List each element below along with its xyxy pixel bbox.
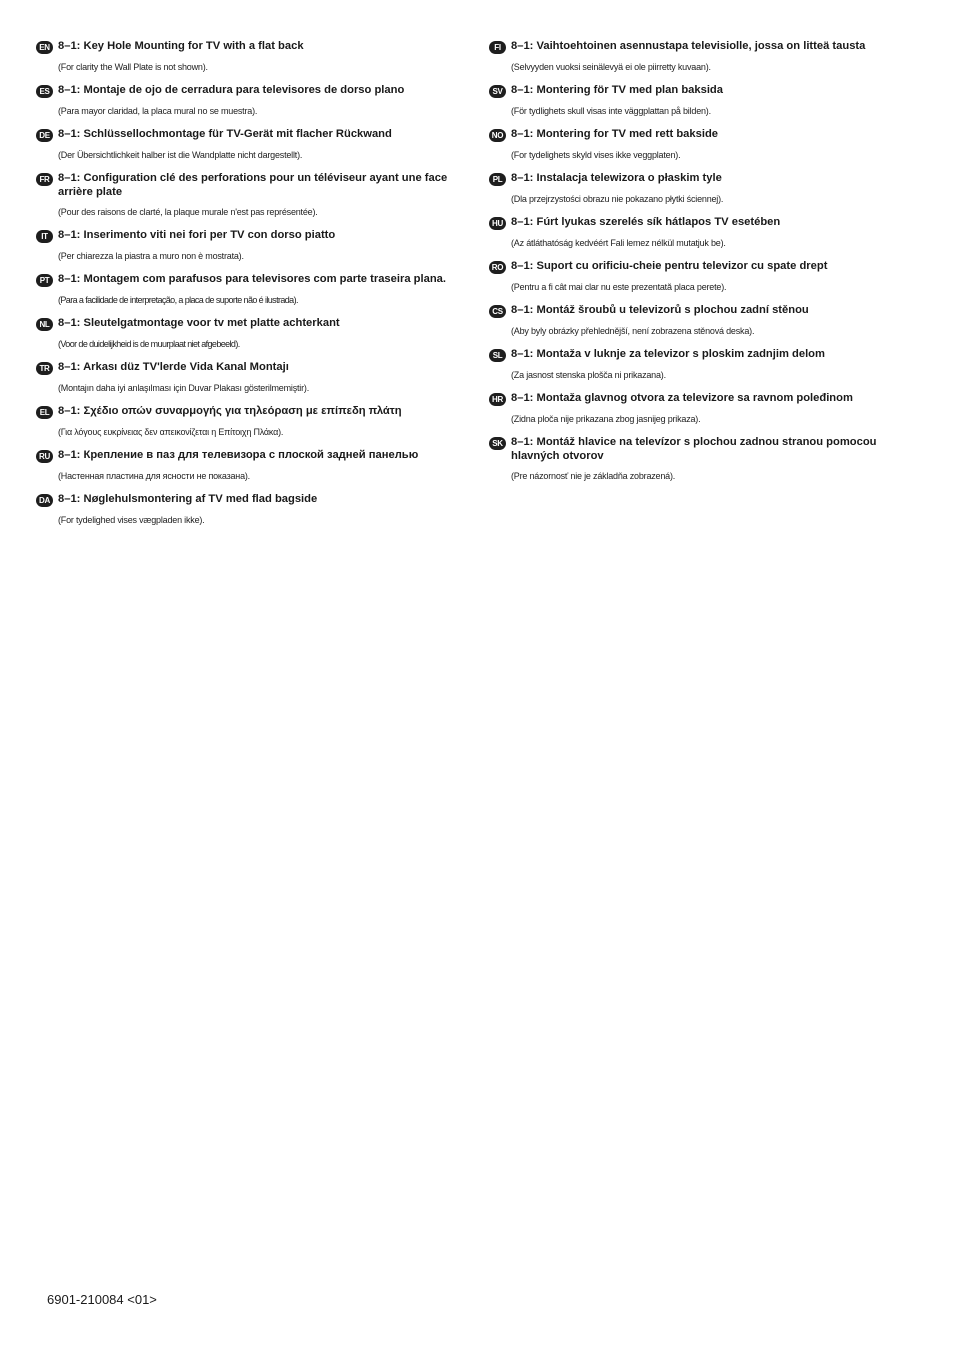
entry-title: 8–1: Montaža glavnog otvora za televizore sa ravnom poleđinom [511, 392, 853, 404]
language-entry-hr [489, 392, 919, 425]
entry-heading [489, 40, 919, 54]
entry-note: (Per chiarezza la piastra a muro non è mostrata). [58, 251, 244, 261]
entry-note: (Pour des raisons de clarté, la plaque murale n'est pas représentée). [58, 207, 318, 217]
entry-title: 8–1: Montaža v luknje za televizor s ploskim zadnjim delom [511, 348, 825, 360]
entry-note: (Pentru a fi cât mai clar nu este prezentată placa perete). [511, 282, 727, 292]
entry-heading [36, 128, 461, 142]
language-entry-it [36, 229, 461, 262]
entry-heading [489, 84, 919, 98]
language-entry-nl [36, 317, 461, 350]
entry-title: 8–1: Montáž šroubů u televizorů s plochou zadní stěnou [511, 304, 809, 316]
entry-heading [36, 229, 461, 243]
entry-note: (Az átláthatóság kedvéért Fali lemez nélkül mutatjuk be). [511, 238, 726, 248]
entry-heading [36, 40, 461, 54]
entry-heading [36, 317, 461, 331]
entry-note: (Zidna ploča nije prikazana zbog jasnijeg prikaza). [511, 414, 701, 424]
entry-title: 8–1: Montering for TV med rett bakside [511, 128, 719, 140]
language-entry-de [36, 128, 461, 161]
language-entry-da [36, 493, 461, 526]
entry-note: (For tydelighed vises vægpladen ikke). [58, 515, 205, 525]
entry-note: (Montajın daha iyi anlaşılması için Duvar Plakası gösterilmemiştir). [58, 383, 309, 393]
entry-title: 8–1: Instalacja telewizora o płaskim tyle [511, 172, 722, 184]
language-code-badge: SV [489, 85, 506, 98]
entry-heading [489, 392, 919, 406]
entry-note: (Voor de duidelijkheid is de muurplaat niet afgebeeld). [58, 339, 240, 349]
entry-note: (Para mayor claridad, la placa mural no se muestra). [58, 106, 258, 116]
language-entry-tr [36, 361, 461, 394]
entry-title: 8–1: Arkası düz TV'lerde Vida Kanal Montajı [58, 361, 289, 373]
entry-heading [489, 436, 919, 463]
entry-title: 8–1: Schlüssellochmontage für TV-Gerät mit flacher Rückwand [58, 128, 392, 140]
language-code-badge: PT [36, 274, 53, 287]
entry-title: 8–1: Key Hole Mounting for TV with a flat back [58, 40, 304, 52]
language-entry-hu [489, 216, 919, 249]
language-entry-sk [489, 436, 919, 482]
entry-note: (Selvyyden vuoksi seinälevyä ei ole piirretty kuvaan). [511, 62, 711, 72]
language-code-badge: EN [36, 41, 53, 54]
language-entry-sv [489, 84, 919, 117]
entry-heading [489, 260, 919, 274]
entry-heading [489, 348, 919, 362]
entry-note: (Dla przejrzystości obrazu nie pokazano płytki ściennej). [511, 194, 724, 204]
entry-heading [36, 273, 461, 287]
language-code-badge: NL [36, 318, 53, 331]
language-entry-pt [36, 273, 461, 306]
entry-heading [36, 405, 461, 419]
entry-title: 8–1: Inserimento viti nei fori per TV con dorso piatto [58, 229, 336, 241]
entry-note: (Настенная пластина для ясности не показана). [58, 471, 250, 481]
entry-note: (Aby byly obrázky přehlednější, není zobrazena stěnová deska). [511, 326, 755, 336]
language-entry-cs [489, 304, 919, 337]
entry-heading [36, 493, 461, 507]
language-code-badge: RO [489, 261, 506, 274]
entry-heading [489, 128, 919, 142]
entry-title: 8–1: Sleutelgatmontage voor tv met platte achterkant [58, 317, 340, 329]
entry-note: (For clarity the Wall Plate is not shown). [58, 62, 208, 72]
language-code-badge: DE [36, 129, 53, 142]
entry-heading [489, 172, 919, 186]
entry-title: 8–1: Nøglehulsmontering af TV med flad bagside [58, 493, 318, 505]
language-entry-ru [36, 449, 461, 482]
entry-note: (Για λόγους ευκρίνειας δεν απεικονίζεται η Επίτοιχη Πλάκα). [58, 427, 284, 437]
language-entry-es [36, 84, 461, 117]
language-code-badge: TR [36, 362, 53, 375]
left-column [36, 40, 461, 526]
entry-note: (Za jasnost stenska plošča ni prikazana). [511, 370, 666, 380]
entry-title: 8–1: Suport cu orificiu-cheie pentru televizor cu spate drept [511, 260, 828, 272]
entry-heading [36, 172, 461, 199]
entry-note: (Pre názornosť nie je základňa zobrazená). [511, 471, 676, 481]
language-entry-sl [489, 348, 919, 381]
language-code-badge: FI [489, 41, 506, 54]
entry-heading [36, 361, 461, 375]
entry-heading [36, 84, 461, 98]
document-number: 6901-210084 <01> [47, 1292, 157, 1307]
language-entry-pl [489, 172, 919, 205]
entry-heading [489, 304, 919, 318]
language-entry-fi [489, 40, 919, 73]
language-code-badge: NO [489, 129, 506, 142]
entry-title: 8–1: Montáž hlavice na televízor s plochou zadnou stranou pomocou hlavných otvorov [511, 436, 877, 462]
language-code-badge: CS [489, 305, 506, 318]
entry-title: 8–1: Montaje de ojo de cerradura para televisores de dorso plano [58, 84, 405, 96]
language-code-badge: SL [489, 349, 506, 362]
language-entry-el [36, 405, 461, 438]
language-code-badge: DA [36, 494, 53, 507]
entry-title: 8–1: Σχέδιο οπών συναρμογής για τηλεόραση με επίπεδη πλάτη [58, 405, 402, 417]
entry-title: 8–1: Montering för TV med plan baksida [511, 84, 723, 96]
entry-title: 8–1: Крепление в паз для телевизора с плоской задней панелью [58, 449, 419, 461]
language-code-badge: RU [36, 450, 53, 463]
entry-title: 8–1: Vaihtoehtoinen asennustapa televisiolle, jossa on litteä tausta [511, 40, 866, 52]
language-entry-ro [489, 260, 919, 293]
language-code-badge: SK [489, 437, 506, 450]
entry-heading [489, 216, 919, 230]
language-code-badge: IT [36, 230, 53, 243]
entry-title: 8–1: Fúrt lyukas szerelés sík hátlapos TV esetében [511, 216, 781, 228]
language-code-badge: HR [489, 393, 506, 406]
language-code-badge: EL [36, 406, 53, 419]
language-code-badge: ES [36, 85, 53, 98]
entry-note: (För tydlighets skull visas inte väggplattan på bilden). [511, 106, 711, 116]
entry-title: 8–1: Montagem com parafusos para televisores com parte traseira plana. [58, 273, 446, 285]
language-code-badge: FR [36, 173, 53, 186]
entry-title: 8–1: Configuration clé des perforations pour un téléviseur ayant une face arrière plate [58, 172, 448, 198]
entry-heading [36, 449, 461, 463]
entry-note: (Para a facilidade de interpretação, a placa de suporte não é ilustrada). [58, 295, 298, 305]
language-entry-en [36, 40, 461, 73]
right-column [489, 40, 919, 482]
entry-note: (Der Übersichtlichkeit halber ist die Wandplatte nicht dargestellt). [58, 150, 303, 160]
language-entry-fr [36, 172, 461, 218]
entry-note: (For tydelighets skyld vises ikke veggplaten). [511, 150, 681, 160]
language-code-badge: PL [489, 173, 506, 186]
language-entry-no [489, 128, 919, 161]
language-code-badge: HU [489, 217, 506, 230]
